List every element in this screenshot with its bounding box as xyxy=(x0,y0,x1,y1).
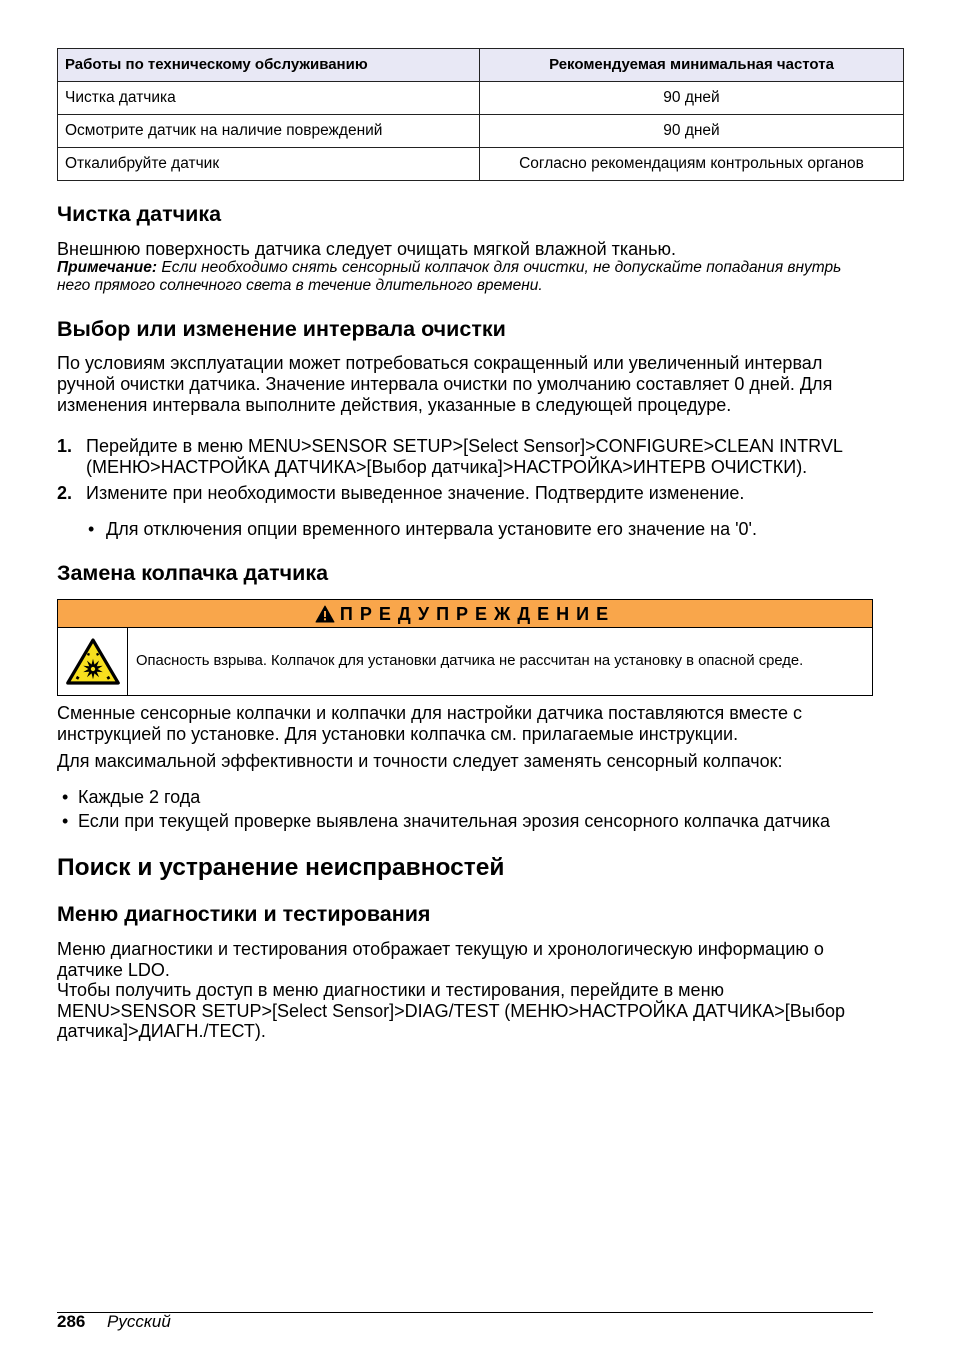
bullet-mark: • xyxy=(88,519,95,539)
cap-supply-paragraph xyxy=(57,703,802,745)
paragraph-line: ручной очистки датчика. Значение интервала очистки по умолчанию составляет 0 дней. Для xyxy=(57,374,833,394)
step-number: 1. xyxy=(57,436,73,456)
section-heading-interval: Выбор или изменение интервала очистки xyxy=(57,317,506,341)
table-cell-frequency: 90 дней xyxy=(480,82,904,115)
step-text-line: (МЕНЮ>НАСТРОЙКА ДАТЧИКА>[Выбор датчика]>НАСТРОЙКА>ИНТЕРВ ОЧИСТКИ). xyxy=(86,456,808,477)
list-item-text: Если при текущей проверке выявлена значительная эрозия сенсорного колпачка датчика xyxy=(78,811,831,831)
table-row xyxy=(58,148,904,181)
note-label: Примечание: xyxy=(57,259,158,276)
paragraph-line: изменения интервала выполните действия, указанные в следующей процедуре. xyxy=(57,395,732,415)
table-cell-task: Осмотрите датчик на наличие повреждений xyxy=(58,115,480,148)
paragraph-line: Чтобы получить доступ в меню диагностики и тестирования, перейдите в меню xyxy=(57,980,725,1000)
paragraph-line: По условиям эксплуатации может потребоваться сокращенный или увеличенный интервал xyxy=(57,353,823,373)
cap-replace-intro xyxy=(57,751,783,772)
bullet-mark: • xyxy=(62,787,69,807)
paragraph-line: Меню диагностики и тестирования отображает текущую и хронологическую информацию о xyxy=(57,939,824,959)
warning-exclamation-dot xyxy=(324,618,326,620)
interval-intro-paragraph xyxy=(57,353,832,416)
table-cell-task: Чистка датчика xyxy=(58,82,480,115)
paragraph-line: Внешнюю поверхность датчика следует очищать мягкой влажной тканью. xyxy=(57,239,676,259)
warning-text: Опасность взрыва. Колпачок для установки датчика не рассчитан на установку в опасной среде. xyxy=(136,653,804,669)
step-text xyxy=(86,483,744,504)
step-text-line: Перейдите в меню MENU>SENSOR SETUP>[Select Sensor]>CONFIGURE>CLEAN INTRVL xyxy=(86,436,843,456)
table-cell-task: Откалибруйте датчик xyxy=(58,148,480,181)
warning-triangle-icon xyxy=(315,605,335,623)
explosion-core xyxy=(90,666,94,670)
diagnostics-paragraph xyxy=(57,939,845,1042)
paragraph-line: датчика]>ДИАГН./ТЕСТ). xyxy=(57,1021,266,1041)
paragraph-line: датчике LDO. xyxy=(57,959,170,980)
paragraph-line: инструкцией по установке. Для установки колпачка см. прилагаемые инструкции. xyxy=(57,724,739,744)
paragraph-line: MENU>SENSOR SETUP>[Select Sensor]>DIAG/TEST (МЕНЮ>НАСТРОЙКА ДАТЧИКА>[Выбор xyxy=(57,1000,846,1021)
table-cell-frequency: 90 дней xyxy=(480,115,904,148)
warning-title: ПРЕДУПРЕЖДЕНИЕ xyxy=(339,603,616,624)
explosion-hazard-icon xyxy=(65,636,121,687)
section-heading-cleaning: Чистка датчика xyxy=(57,202,222,226)
paragraph-line: Сменные сенсорные колпачки и колпачки для настройки датчика поставляются вместе с xyxy=(57,703,803,723)
footer-rule xyxy=(57,1312,873,1313)
note-line xyxy=(57,259,841,277)
chapter-heading-troubleshooting: Поиск и устранение неисправностей xyxy=(57,854,505,881)
table-row xyxy=(58,82,904,115)
warning-header xyxy=(58,600,872,628)
cleaning-note xyxy=(57,259,841,295)
paragraph-line: Для максимальной эффективности и точности следует заменять сенсорный колпачок: xyxy=(57,751,783,771)
table-header-frequency: Рекомендуемая минимальная частота xyxy=(480,49,904,82)
footer-language: Русский xyxy=(107,1312,171,1331)
warning-icon-cell xyxy=(58,627,128,695)
section-heading-diagnostics: Меню диагностики и тестирования xyxy=(57,902,431,926)
warning-box xyxy=(57,599,873,696)
warning-exclamation-bar xyxy=(324,611,326,617)
step-text xyxy=(86,436,843,477)
page-number: 286 xyxy=(57,1312,86,1331)
note-text: Если необходимо снять сенсорный колпачок для очистки, не допускайте попадания внутрь xyxy=(161,259,842,276)
warning-body xyxy=(58,627,872,695)
table-cell-frequency: Согласно рекомендациям контрольных органов xyxy=(480,148,904,181)
table-header-task: Работы по техническому обслуживанию xyxy=(58,49,480,82)
list-item-text: Для отключения опции временного интервала установите его значение на '0'. xyxy=(106,519,757,539)
list-item-text: Каждые 2 года xyxy=(78,787,201,807)
step-number: 2. xyxy=(57,483,73,503)
table-row xyxy=(58,115,904,148)
note-line: него прямого солнечного света в течение длительного времени. xyxy=(57,277,543,294)
section-heading-cap-replacement: Замена колпачка датчика xyxy=(57,561,329,585)
table-header-row xyxy=(58,49,904,82)
cleaning-paragraph xyxy=(57,239,676,260)
step-text-line: Измените при необходимости выведенное значение. Подтвердите изменение. xyxy=(86,483,745,503)
bullet-mark: • xyxy=(62,811,69,831)
maintenance-table xyxy=(57,48,904,181)
